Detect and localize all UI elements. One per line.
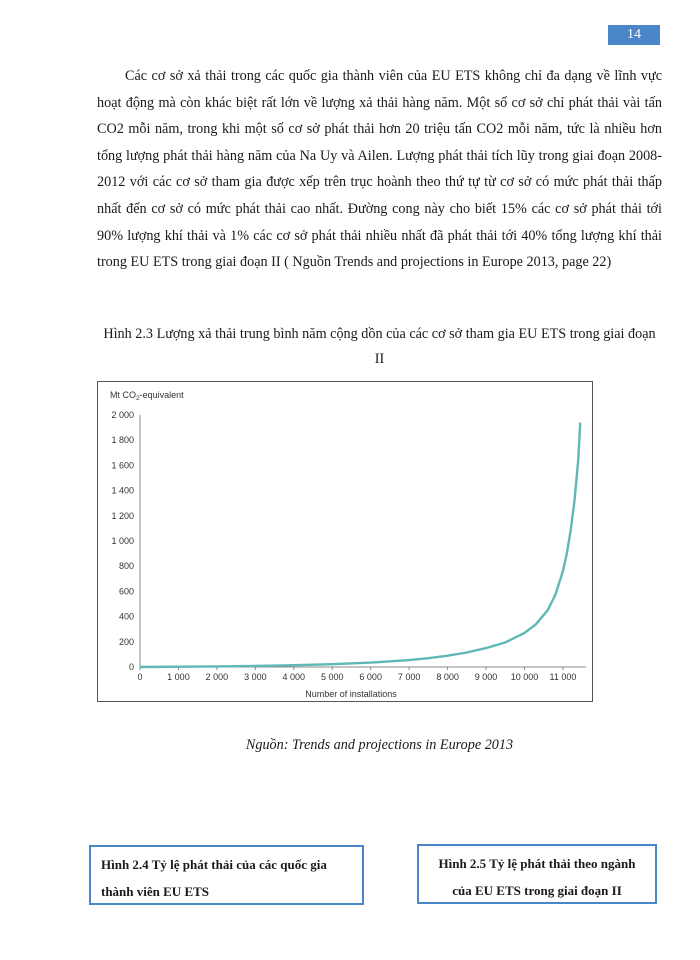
x-tick-label: 4 000	[282, 672, 306, 682]
y-tick-label: 2 000	[111, 410, 134, 420]
x-tick-label: 5 000	[320, 672, 344, 682]
y-tick-label: 1 400	[111, 485, 134, 496]
x-tick-label: 6 000	[359, 672, 382, 682]
emissions-chart	[97, 381, 593, 702]
y-tick-label: 0	[128, 662, 134, 672]
x-tick-label: 1 000	[167, 672, 190, 682]
x-tick-label: 3 000	[244, 672, 267, 682]
figure-2-5-title-line1: Hình 2.5 Tỷ lệ phát thải theo ngành	[438, 856, 636, 871]
y-tick-label: 1 800	[111, 435, 134, 446]
x-tick-label: 7 000	[397, 672, 421, 682]
x-axis-label: Number of installations	[305, 689, 397, 699]
figure-2-5-box	[417, 844, 657, 904]
page-number: 14	[608, 25, 660, 45]
figure-2-4-box	[89, 845, 364, 905]
x-tick-label: 0	[137, 672, 143, 682]
y-axis-label: Mt $CO_2$-equivalent	[110, 390, 184, 402]
source-note: Nguồn: Trends and projections in Europe 2013	[245, 737, 514, 753]
figure-2-4-title: Hình 2.4 Tỷ lệ phát thải của các quốc gia thành viên EU ETS	[101, 857, 327, 899]
x-tick-label: 9 000	[474, 672, 498, 682]
y-tick-label: 200	[118, 636, 134, 647]
x-tick-label: 2 000	[205, 672, 229, 682]
body-paragraph: Các cơ sở xả thải trong các quốc gia thành viên của EU ETS không chỉ đa dạng về lĩnh vực hoạt động mà còn khác biệt rất lớn về lượng xả thải hàng năm. Một số cơ sở chỉ phát thải vài tấn CO2 mỗi năm, trong khi một số cơ sở phát thải hơn 20 triệu tấn CO2 mỗi năm, tức là nhiều hơn tổng lượng phát thải hàng năm của Na Uy và Ailen. Lượng phát thải tích lũy trong giai đoạn 2008-2012 với các cơ sở tham gia được xếp trên trục hoành theo thứ tự từ cơ sở có mức phát thải thấp nhất đến cơ sở có mức phát thải cao nhất. Đường cong này cho biết 15% các cơ sở phát thải tới 90% lượng khí thải và 1% các cơ sở phát thải nhiều nhất đã phát thải tới 40% tổng lượng khí thải trong EU ETS trong giai đoạn II ( Nguồn Trends and projections in Europe 2013, page 22)	[97, 68, 662, 271]
y-tick-label: 1 200	[111, 510, 134, 521]
x-tick-label: 10 000	[510, 672, 539, 682]
x-tick-label: 11 000	[549, 672, 577, 682]
y-tick-label: 800	[118, 561, 134, 572]
x-tick-label: 8 000	[436, 672, 459, 682]
y-tick-label: 1 600	[111, 460, 134, 471]
y-tick-label: 1 000	[111, 536, 134, 546]
figure-2-5-title-line2: của EU ETS trong giai đoạn II	[452, 883, 622, 898]
figure-caption: Hình 2.3 Lượng xả thải trung bình năm cộng dồn của các cơ sở tham gia EU ETS trong giai đoạn II	[103, 326, 656, 367]
y-tick-label: 600	[118, 586, 134, 597]
y-tick-label: 400	[118, 611, 134, 622]
cumulative-emissions-curve	[140, 423, 580, 667]
chart-canvas	[98, 382, 594, 703]
